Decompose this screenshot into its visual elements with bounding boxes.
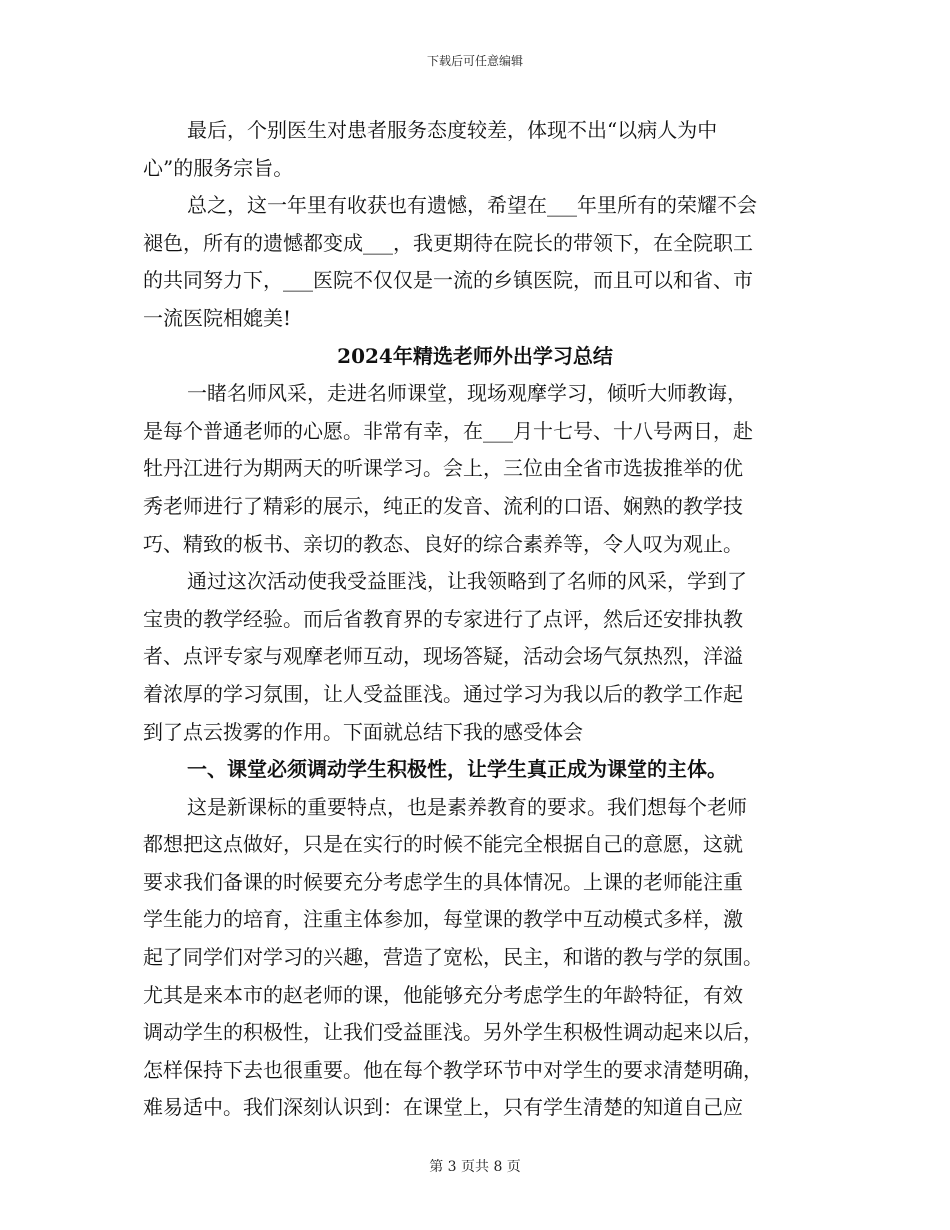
text-line: 一流医院相媲美! (143, 305, 292, 330)
page-footer: 第 3 页共 8 页 (429, 1159, 521, 1175)
text-line: 秀老师进行了精彩的展示，纯正的发音、流利的口语、娴熟的教学技 (143, 493, 743, 518)
text-line: 尤其是来本市的赵老师的课，他能够充分考虑学生的年龄特征，有效 (143, 982, 743, 1007)
text-line: 总之，这一年里有收获也有遗憾，希望在___年里所有的荣耀不会 (187, 193, 757, 218)
text-line: 巧、精致的板书、亲切的教态、良好的综合素养等，令人叹为观止。 (143, 531, 743, 556)
text-line: 着浓厚的学习氛围，让人受益匪浅。通过学习为我以后的教学工作起 (143, 681, 743, 706)
text-line: 是每个普通老师的心愿。非常有幸，在___月十七号、十八号两日，赴 (143, 418, 753, 443)
section-heading: 一、课堂必须调动学生积极性，让学生真正成为课堂的主体。 (187, 757, 727, 782)
text-line: 到了点云拨雾的作用。下面就总结下我的感受体会 (143, 719, 583, 744)
text-line: 牡丹江进行为期两天的听课学习。会上，三位由全省市选拔推举的优 (143, 456, 743, 481)
text-line: 一睹名师风采，走进名师课堂，现场观摩学习，倾听大师教诲， (187, 381, 747, 406)
page-header: 下载后可任意编辑 (426, 54, 523, 68)
text-line: 通过这次活动使我受益匪浅，让我领略到了名师的风采，学到了 (187, 569, 747, 594)
text-line: 难易适中。我们深刻认识到：在课堂上，只有学生清楚的知道自己应 (143, 1095, 743, 1120)
text-line: 的共同努力下，___医院不仅仅是一流的乡镇医院，而且可以和省、市 (143, 268, 753, 293)
text-line: 这是新课标的重要特点，也是素养教育的要求。我们想每个老师 (187, 794, 747, 819)
document-body (143, 112, 807, 1127)
text-line: 起了同学们对学习的兴趣，营造了宽松，民主，和谐的教与学的氛围。 (143, 945, 763, 970)
text-line: 者、点评专家与观摩老师互动，现场答疑，活动会场气氛热烈，洋溢 (143, 644, 743, 669)
text-line: 心”的服务宗旨。 (143, 155, 294, 180)
text-line: 都想把这点做好，只是在实行的时候不能完全根据自己的意愿，这就 (143, 832, 743, 857)
text-line: 褪色，所有的遗憾都变成___，我更期待在院长的带领下，在全院职工 (143, 230, 753, 255)
text-line: 学生能力的培育，注重主体参加，每堂课的教学中互动模式多样，激 (143, 907, 743, 932)
text-line: 调动学生的积极性，让我们受益匪浅。另外学生积极性调动起来以后， (143, 1020, 763, 1045)
text-line: 怎样保持下去也很重要。他在每个教学环节中对学生的要求清楚明确， (143, 1057, 763, 1082)
text-line: 宝贵的教学经验。而后省教育界的专家进行了点评，然后还安排执教 (143, 606, 743, 631)
document-title: 2024年精选老师外出学习总结 (337, 343, 613, 368)
text-line: 要求我们备课的时候要充分考虑学生的具体情况。上课的老师能注重 (143, 869, 743, 894)
text-line: 最后，个别医生对患者服务态度较差，体现不出“以病人为中 (187, 118, 718, 142)
